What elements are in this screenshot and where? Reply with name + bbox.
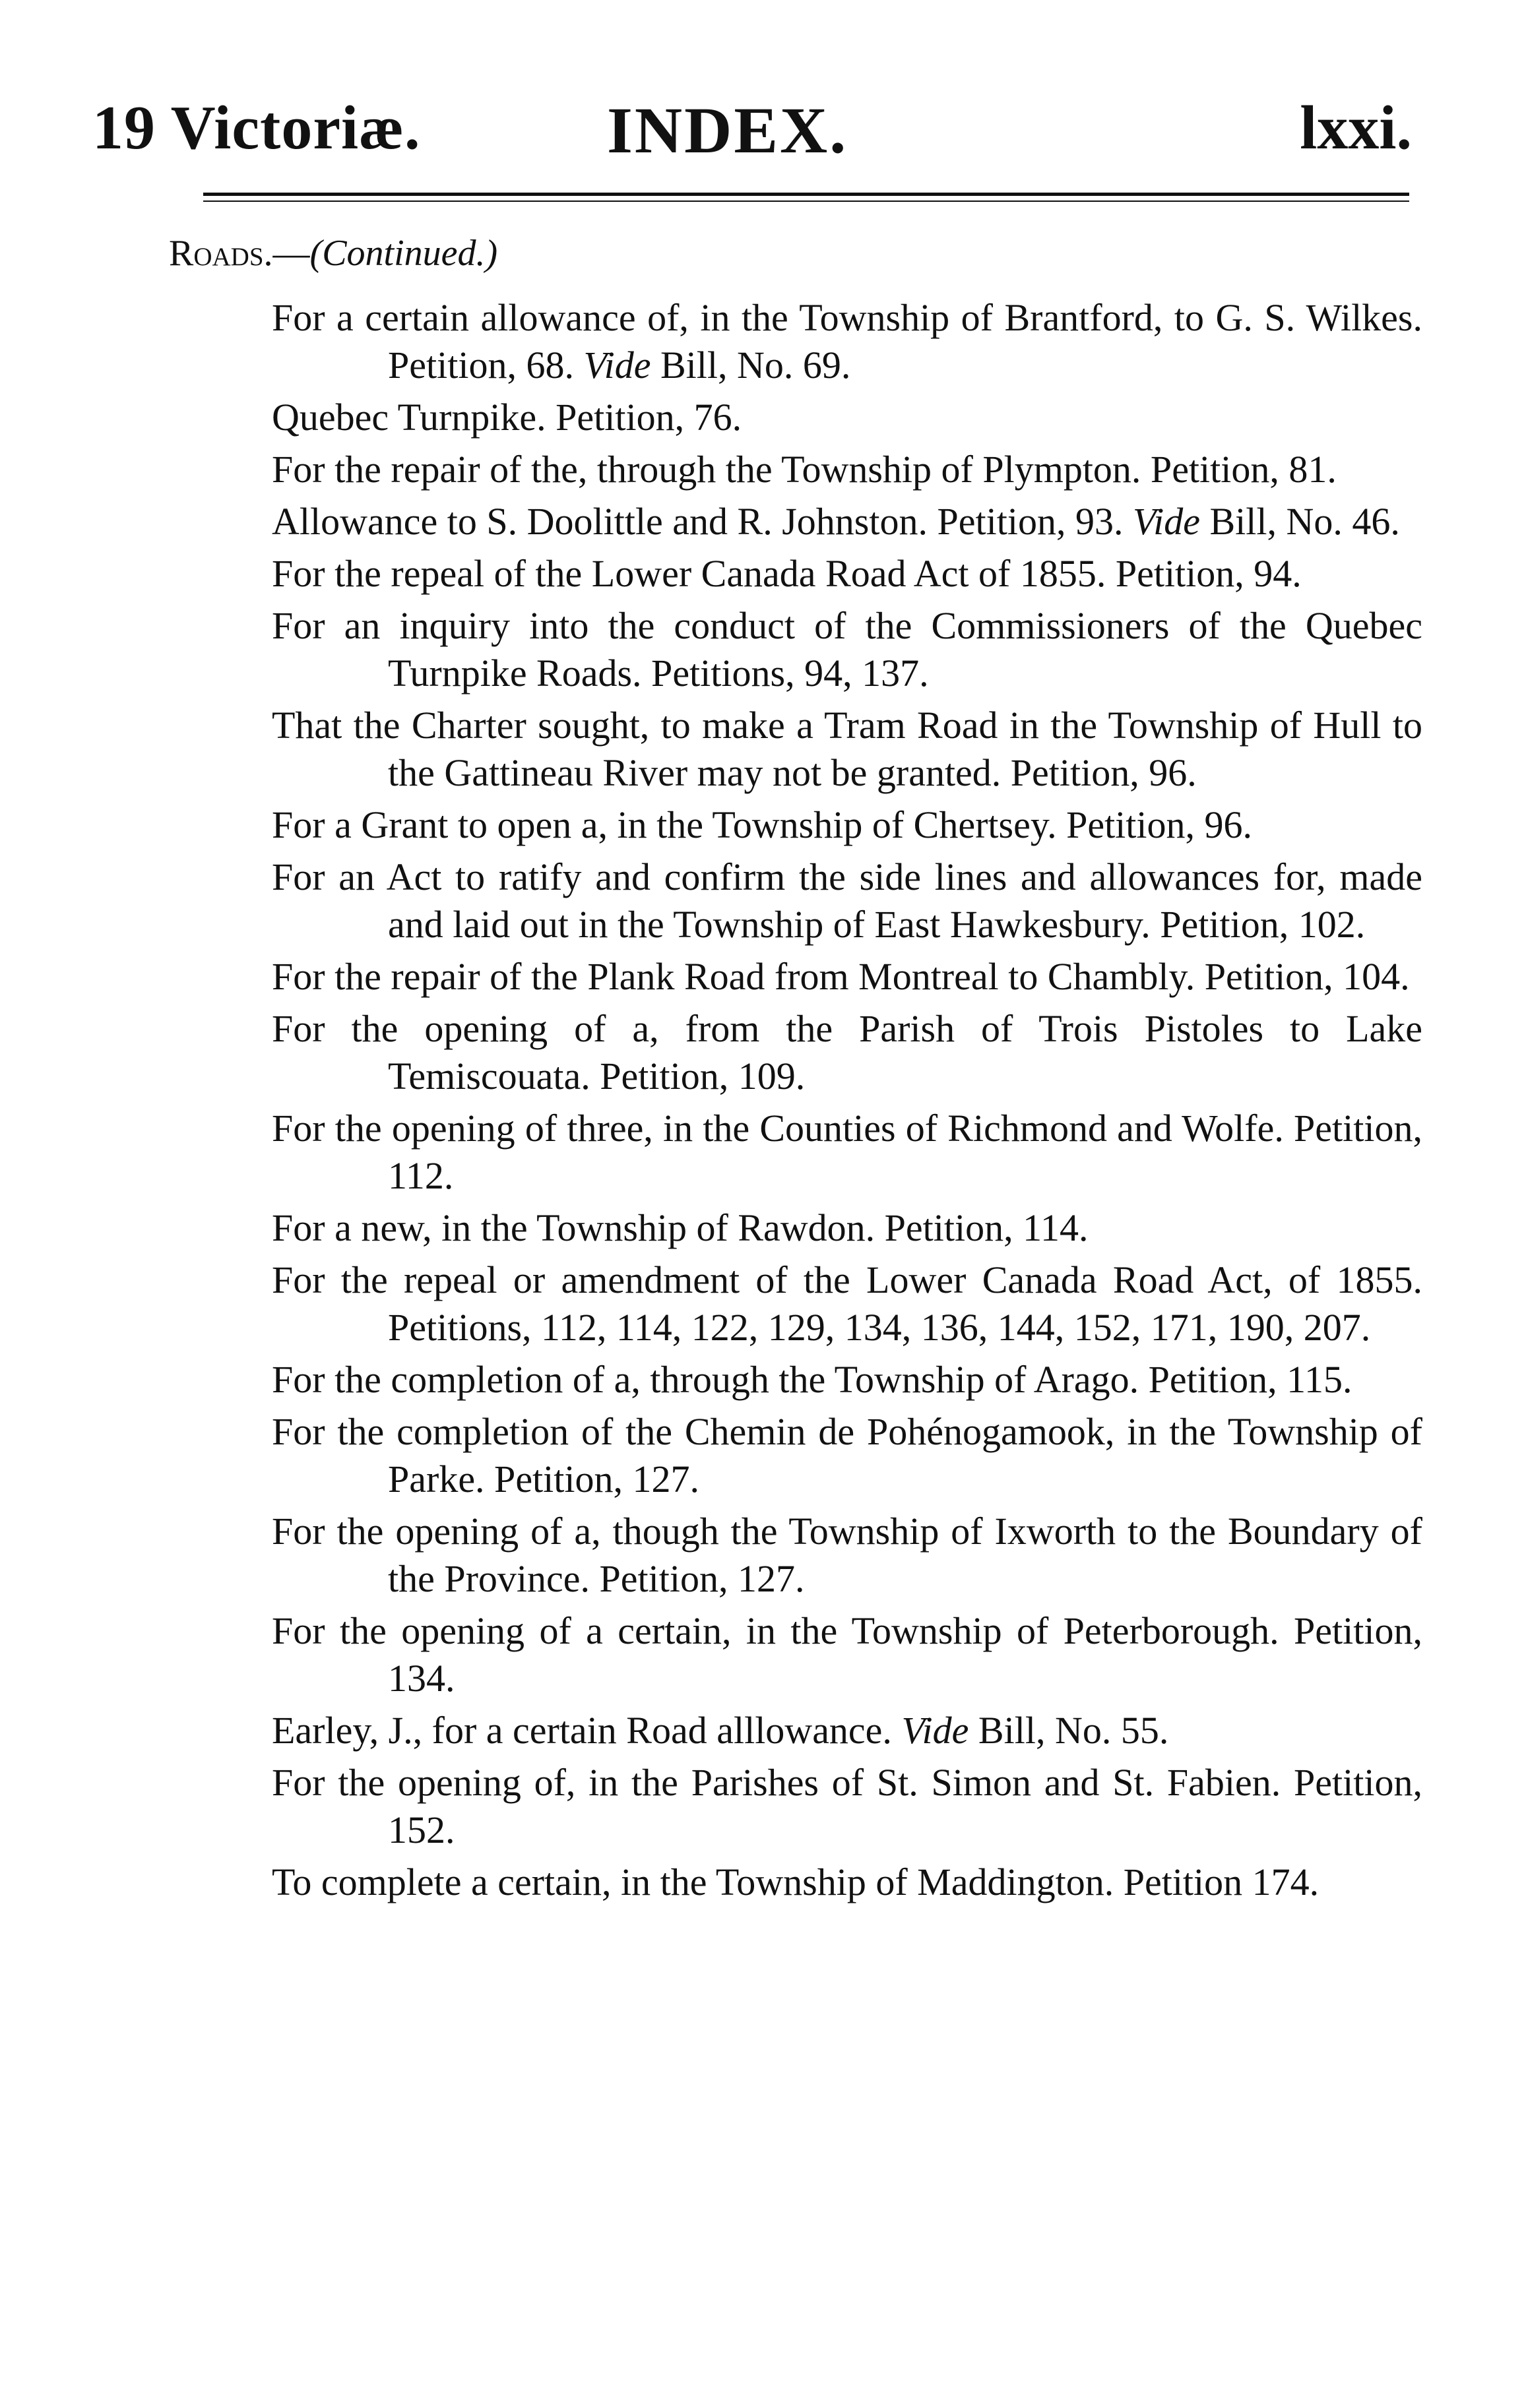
index-entry bbox=[272, 953, 1422, 1001]
entry-text: For the completion of the Chemin de Pohénogamook, in the Township of Parke. Petition, 127. bbox=[272, 1410, 1422, 1500]
entry-text: For the repeal of the Lower Canada Road Act of 1855. Petition, 94. bbox=[272, 552, 1302, 595]
entry-text: For an Act to ratify and confirm the side lines and allowances for, made and laid out in the Township of East Hawkesbury. Petition, 102. bbox=[272, 855, 1422, 946]
entry-text: For the opening of, in the Parishes of St. Simon and St. Fabien. Petition, 152. bbox=[272, 1761, 1422, 1851]
index-entry bbox=[272, 801, 1422, 849]
index-entry bbox=[272, 1707, 1422, 1754]
entry-text: For the opening of a, though the Township of Ixworth to the Boundary of the Province. Petition, 127. bbox=[272, 1510, 1422, 1600]
entry-text: For a certain allowance of, in the Township of Brantford, to G. S. Wilkes. Petition, 68. bbox=[272, 296, 1422, 386]
running-head bbox=[92, 92, 1412, 185]
running-head-title: INDEX. bbox=[607, 94, 848, 167]
index-entry bbox=[272, 1607, 1422, 1702]
entry-vide: Vide bbox=[1132, 500, 1200, 543]
entry-text: Quebec Turnpike. Petition, 76. bbox=[272, 396, 742, 439]
index-entry bbox=[272, 394, 1422, 441]
index-entry bbox=[272, 1256, 1422, 1351]
index-entry bbox=[272, 550, 1422, 598]
section-heading bbox=[169, 232, 497, 274]
index-entry bbox=[272, 446, 1422, 493]
index-entry bbox=[272, 1408, 1422, 1503]
entry-reference: Bill, No. 69. bbox=[651, 344, 851, 386]
running-head-left: 19 Victoriæ. bbox=[92, 94, 421, 162]
index-entry bbox=[272, 853, 1422, 948]
entry-reference: Bill, No. 55. bbox=[969, 1709, 1169, 1752]
index-entry bbox=[272, 1508, 1422, 1603]
entry-text: Earley, J., for a certain Road alllowance. bbox=[272, 1709, 902, 1752]
index-entry bbox=[272, 1105, 1422, 1200]
entry-text: For an inquiry into the conduct of the Commissioners of the Quebec Turnpike Roads. Petitions, 94, 137. bbox=[272, 604, 1422, 695]
entry-text: Allowance to S. Doolittle and R. Johnston. Petition, 93. bbox=[272, 500, 1133, 543]
entry-text: For the repeal or amendment of the Lower Canada Road Act, of 1855. Petitions, 112, 114, 122, 129, 134, 136, 144, 152, 171, 190, 207. bbox=[272, 1258, 1422, 1349]
entry-reference: Bill, No. 46. bbox=[1199, 500, 1400, 543]
index-entry bbox=[272, 1204, 1422, 1252]
entry-vide: Vide bbox=[583, 344, 651, 386]
index-entry bbox=[272, 1859, 1422, 1906]
entry-text: For the opening of three, in the Counties of Richmond and Wolfe. Petition, 112. bbox=[272, 1107, 1422, 1197]
index-entry bbox=[272, 1005, 1422, 1100]
running-head-page-number: lxxi. bbox=[1300, 94, 1412, 162]
entry-text: For the opening of a, from the Parish of Trois Pistoles to Lake Temiscouata. Petition, 109. bbox=[272, 1007, 1422, 1097]
section-dash: — bbox=[272, 233, 310, 274]
index-entry bbox=[272, 1759, 1422, 1854]
index-entry bbox=[272, 602, 1422, 697]
header-rule-thick bbox=[203, 193, 1409, 196]
entry-text: For a new, in the Township of Rawdon. Petition, 114. bbox=[272, 1206, 1089, 1249]
index-entry bbox=[272, 702, 1422, 797]
entry-text: For the repair of the Plank Road from Montreal to Chambly. Petition, 104. bbox=[272, 955, 1410, 998]
entry-text: For the opening of a certain, in the Township of Peterborough. Petition, 134. bbox=[272, 1609, 1422, 1700]
entry-text: For the completion of a, through the Township of Arago. Petition, 115. bbox=[272, 1358, 1352, 1401]
section-title: Roads. bbox=[169, 233, 273, 274]
index-entries bbox=[272, 294, 1422, 1911]
index-entry bbox=[272, 1356, 1422, 1404]
section-continued: (Continued.) bbox=[309, 233, 498, 274]
index-entry bbox=[272, 294, 1422, 389]
entry-text: To complete a certain, in the Township of Maddington. Petition 174. bbox=[272, 1861, 1319, 1903]
entry-text: That the Charter sought, to make a Tram Road in the Township of Hull to the Gattineau River may not be granted. Petition, 96. bbox=[272, 704, 1422, 794]
entry-vide: Vide bbox=[901, 1709, 969, 1752]
index-entry bbox=[272, 498, 1422, 545]
entry-text: For the repair of the, through the Township of Plympton. Petition, 81. bbox=[272, 448, 1337, 491]
header-rule-thin bbox=[203, 201, 1409, 202]
entry-text: For a Grant to open a, in the Township of Chertsey. Petition, 96. bbox=[272, 803, 1253, 846]
